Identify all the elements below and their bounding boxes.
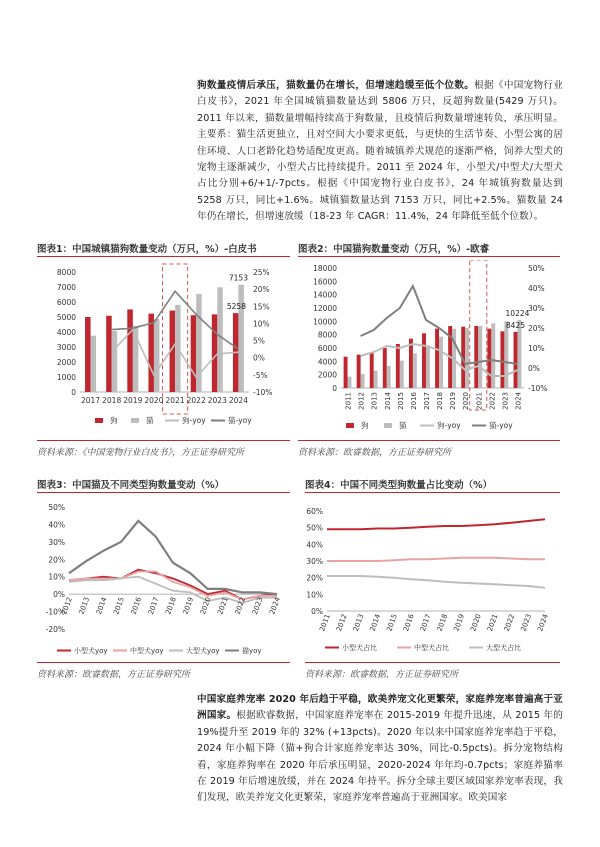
y-tick-label: 40%	[306, 540, 323, 550]
x-tick-label: 2023	[519, 612, 534, 633]
bar-cat	[154, 319, 159, 392]
y-tick-label: 20%	[48, 555, 65, 565]
bar-dog	[370, 352, 374, 388]
right-tick-label: 5%	[253, 336, 265, 346]
x-tick-label: 2022	[502, 612, 517, 633]
bar-dog	[396, 344, 400, 388]
fig3-title-rule	[37, 492, 290, 493]
x-tick-label: 2024	[514, 392, 523, 410]
x-tick-label: 2018	[435, 612, 450, 633]
bar-cat	[400, 361, 404, 388]
bar-dog	[344, 357, 348, 388]
fig3-bottom-rule	[37, 662, 290, 663]
left-tick-label: 8000	[317, 330, 337, 340]
x-tick-label: 2018	[164, 596, 178, 616]
right-tick-label: 50%	[528, 264, 545, 273]
x-tick-label: 2011	[344, 392, 353, 410]
left-tick-label: 1000	[56, 373, 76, 382]
x-tick-label: 2023	[207, 396, 227, 405]
bar-cat	[238, 285, 243, 392]
x-tick-label: 2023	[250, 596, 265, 616]
x-tick-label: 2015	[112, 596, 126, 616]
x-tick-label: 2021	[475, 392, 484, 410]
x-tick-label: 2012	[335, 612, 349, 633]
left-tick-label: 8000	[56, 268, 76, 277]
y-tick-label: 10%	[306, 590, 323, 600]
bar-cat	[348, 377, 352, 388]
bar-dog	[422, 333, 426, 388]
x-tick-label: 2014	[94, 596, 109, 616]
bar-dog	[357, 355, 361, 388]
x-tick-label: 2021	[485, 612, 500, 633]
data-label-dog: 5258	[226, 302, 246, 312]
legend-label: 大型犬yoy	[186, 647, 220, 655]
left-tick-label: 2000	[317, 370, 337, 380]
x-tick-label: 2016	[129, 596, 144, 616]
legend-label: 中型犬占比	[414, 644, 449, 652]
y-tick-label: 20%	[306, 573, 323, 583]
bar-dog	[474, 326, 478, 388]
fig4-title: 图表4：中国不同类型狗数量占比变动（%）	[305, 480, 493, 491]
x-tick-label: 2020	[469, 612, 483, 633]
legend-label: 大型犬占比	[486, 644, 521, 652]
legend-label: 中型犬yoy	[130, 647, 164, 655]
left-tick-label: 4000	[56, 328, 76, 337]
left-tick-label: 12000	[313, 304, 337, 313]
left-tick-label: 0	[332, 384, 337, 393]
x-tick-label: 2023	[501, 392, 510, 410]
x-tick-label: 2020	[144, 396, 164, 405]
legend-label: 狗-yoy	[437, 421, 461, 430]
right-tick-label: 20%	[528, 324, 545, 333]
left-tick-label: 6000	[317, 344, 337, 353]
x-tick-label: 2020	[198, 596, 213, 616]
legend-label: 狗	[361, 421, 369, 430]
fig4-chart	[305, 495, 560, 660]
x-tick-label: 2012	[357, 392, 366, 410]
x-tick-label: 2015	[385, 612, 399, 633]
left-tick-label: 6000	[56, 298, 76, 307]
x-tick-label: 2017	[146, 596, 161, 616]
data-label-cat: 10224	[505, 308, 530, 318]
x-tick-label: 2014	[368, 612, 383, 633]
pet-rate-paragraph-body: 根据欧睿数据，中国家庭养宠率在 2015-2019 年提升迅速，从 2015 年的 19%提升至 2019 年的 32% (+13pcts)。2020 年以来中国家庭养宠率趋于平稳，2024 年小幅下降（猫+狗合计家庭养宠率达 30%，同比-0.5pcts)。拆分宠物结构看，家庭养狗率在 2020 年后承压明显，2020-2024 年年均-0.7pcts；家庭养猫率在 2019 年后增速放缓，并在 2024 年持平。拆分全球主要区域国家养宠率表现，我们发现，欧美养宠文化更繁荣，家庭养宠率普遍高于亚洲国家。欧美国家	[197, 710, 563, 804]
fig4-source: 资料来源：欧睿数据，方正证券研究所	[305, 670, 459, 680]
legend-swatch	[384, 423, 392, 428]
x-tick-label: 2024	[536, 612, 550, 633]
right-tick-label: -10%	[528, 384, 548, 393]
y-tick-label: 40%	[48, 520, 65, 530]
data-label-dog: 8425	[505, 320, 526, 330]
bar-cat	[504, 321, 508, 388]
legend-swatch	[346, 423, 354, 428]
x-tick-label: 2024	[268, 596, 282, 616]
y-tick-label: 10%	[48, 572, 65, 582]
left-tick-label: 4000	[317, 357, 337, 367]
bar-dog	[106, 316, 111, 392]
bar-dog	[148, 314, 153, 392]
bar-cat	[478, 326, 482, 388]
x-tick-label: 2022	[186, 396, 206, 405]
left-tick-label: 5000	[56, 313, 76, 322]
right-tick-label: 0%	[253, 353, 265, 363]
left-tick-label: 18000	[313, 264, 337, 273]
right-tick-label: 10%	[528, 344, 545, 353]
bar-cat	[91, 336, 96, 392]
bar-dog	[127, 309, 132, 392]
series-line	[327, 576, 545, 588]
intro-paragraph-lead: 狗数量疫情后承压，猫数量仍在增长，但增速趋缓至低个位数。	[197, 80, 475, 91]
left-tick-label: 7000	[56, 283, 76, 292]
bar-cat	[465, 328, 469, 388]
fig2-bottom-rule	[298, 440, 560, 441]
legend-label: 猫	[399, 421, 407, 430]
x-tick-label: 2022	[233, 596, 248, 616]
x-tick-label: 2024	[228, 396, 248, 405]
y-tick-label: 50%	[48, 503, 65, 512]
x-tick-label: 2020	[462, 392, 471, 410]
right-tick-label: 20%	[253, 285, 270, 295]
pet-rate-paragraph-lead: 中国家庭养宠率 2020 年后趋于平稳，欧美养宠文化更繁荣，家庭养宠率普遍高于亚洲国家。	[197, 694, 563, 722]
fig2-source: 资料来源：欧睿数据，方正证券研究所	[298, 448, 452, 458]
fig3-title: 图表3：中国猫及不同类型狗数量变动（%）	[37, 480, 225, 491]
bar-cat	[112, 331, 117, 392]
fig3-chart	[37, 495, 290, 660]
y-tick-label: 0%	[53, 590, 65, 600]
series-line	[69, 572, 277, 600]
bar-dog	[487, 329, 491, 388]
bar-dog	[500, 331, 504, 388]
right-tick-label: 40%	[528, 284, 545, 293]
left-tick-label: 3000	[56, 343, 76, 352]
left-tick-label: 10000	[313, 317, 337, 327]
legend-label: 小型犬占比	[342, 644, 377, 652]
y-tick-label: -10%	[45, 607, 65, 617]
x-tick-label: 2022	[488, 392, 497, 410]
fig1-title: 图表1：中国城镇猫狗数量变动（万只，%）-白皮书	[37, 244, 257, 255]
y-tick-label: -20%	[45, 625, 65, 634]
x-tick-label: 2019	[449, 392, 458, 410]
data-label-cat: 7153	[228, 273, 248, 283]
bar-cat	[439, 337, 443, 388]
x-tick-label: 2013	[370, 392, 379, 410]
y-tick-label: 30%	[306, 557, 323, 566]
y-tick-label: 50%	[306, 523, 323, 533]
bar-cat	[387, 366, 391, 388]
bar-dog	[383, 348, 387, 388]
legend-swatch	[95, 418, 103, 423]
series-line	[327, 558, 545, 561]
x-tick-label: 2017	[81, 396, 101, 405]
bar-dog	[191, 315, 196, 392]
x-tick-label: 2015	[396, 392, 405, 410]
bar-cat	[517, 320, 521, 388]
x-tick-label: 2018	[102, 396, 122, 405]
left-tick-label: 2000	[56, 358, 76, 367]
x-tick-label: 2012	[60, 596, 74, 616]
x-tick-label: 2016	[409, 392, 418, 410]
legend-swatch	[131, 418, 139, 423]
intro-paragraph	[197, 78, 563, 226]
series-line	[69, 570, 277, 600]
x-tick-label: 2021	[216, 596, 230, 616]
x-tick-label: 2011	[318, 612, 332, 633]
bar-cat	[491, 323, 495, 388]
x-tick-label: 2013	[77, 596, 92, 616]
bar-cat	[374, 371, 378, 388]
right-tick-label: 10%	[253, 319, 270, 329]
fig1-chart	[37, 260, 290, 438]
fig4-title-rule	[305, 492, 560, 493]
right-tick-label: -10%	[253, 388, 273, 397]
fig3-source: 资料来源：欧睿数据，方正证券研究所	[37, 670, 191, 680]
right-tick-label: 25%	[253, 268, 270, 277]
fig1-title-rule	[37, 256, 290, 257]
legend-label: 狗-yoy	[182, 416, 206, 425]
pet-rate-paragraph	[197, 692, 563, 807]
x-tick-label: 2017	[418, 612, 433, 633]
x-tick-label: 2019	[452, 612, 467, 633]
bar-dog	[85, 317, 90, 392]
series-line	[69, 521, 277, 594]
bar-cat	[413, 353, 417, 388]
x-tick-label: 2019	[123, 396, 143, 405]
legend-label: 小型犬yoy	[74, 647, 108, 655]
bar-cat	[217, 287, 222, 392]
series-line	[327, 519, 545, 529]
bar-dog	[435, 329, 439, 388]
fig2-chart	[298, 260, 560, 438]
right-tick-label: 30%	[528, 304, 545, 313]
x-tick-label: 2016	[402, 612, 416, 633]
legend-label: 猫yoy	[242, 647, 262, 655]
left-tick-label: 16000	[313, 277, 337, 287]
fig1-bottom-rule	[37, 440, 290, 441]
bar-cat	[361, 374, 365, 388]
x-tick-label: 2021	[165, 396, 185, 405]
bar-dog	[514, 332, 518, 388]
fig2-title-rule	[298, 256, 560, 257]
right-tick-label: -5%	[253, 370, 268, 380]
x-tick-label: 2017	[422, 392, 431, 410]
y-tick-label: 60%	[306, 507, 323, 516]
y-tick-label: 0%	[311, 607, 323, 616]
legend-label: 猫-yoy	[228, 416, 252, 425]
x-tick-label: 2019	[181, 596, 196, 616]
legend-label: 猫	[146, 416, 154, 425]
legend-label: 猫-yoy	[489, 421, 513, 430]
legend-label: 狗	[110, 416, 118, 425]
left-tick-label: 0	[71, 388, 76, 397]
right-tick-label: 15%	[253, 302, 270, 312]
fig1-source: 资料来源：《中国宠物行业白皮书》，方正证券研究所	[37, 448, 245, 458]
left-tick-label: 14000	[313, 290, 337, 300]
bar-cat	[426, 345, 430, 388]
x-tick-label: 2014	[383, 392, 392, 410]
x-tick-label: 2018	[436, 392, 445, 410]
bar-dog	[409, 339, 413, 388]
bar-dog	[212, 314, 217, 392]
y-tick-label: 30%	[48, 537, 65, 547]
right-tick-label: 0%	[528, 364, 540, 373]
x-tick-label: 2013	[351, 612, 366, 633]
fig2-title: 图表2：中国猫狗数量变动（万只，%）-欧睿	[298, 244, 490, 255]
fig4-bottom-rule	[305, 662, 560, 663]
intro-paragraph-body: 根据《中国宠物行业白皮书》，2021 年全国城镇猫数量达到 5806 万只，反超狗数量(5429 万只)。2011 年以来，猫数量增幅持续高于狗数量，且疫情后狗数量增速转负，承压明显。主要系：猫生活更独立，且对空间大小要求更低，与更快的生活节奏、小型公寓的居住环境、人口老龄化趋势适配度更高。随着城镇养犬规范的逐渐严格，饲养大型犬的宠物主逐渐减少，小型犬占比持续提升。2011 至 2024 年，小型犬/中型犬/大型犬占比分别+6/+1/-7pcts。根据《中国宠物行业白皮书》，24 年城镇狗数量达到 5258 万只，同比+1.6%。城镇猫数量达到 7153 万只，同比+2.5%。猫数量 24 年仍在增长，但增速放缓（18-23 年 CAGR：11.4%，24 年降低至低个位数）。	[197, 80, 563, 223]
